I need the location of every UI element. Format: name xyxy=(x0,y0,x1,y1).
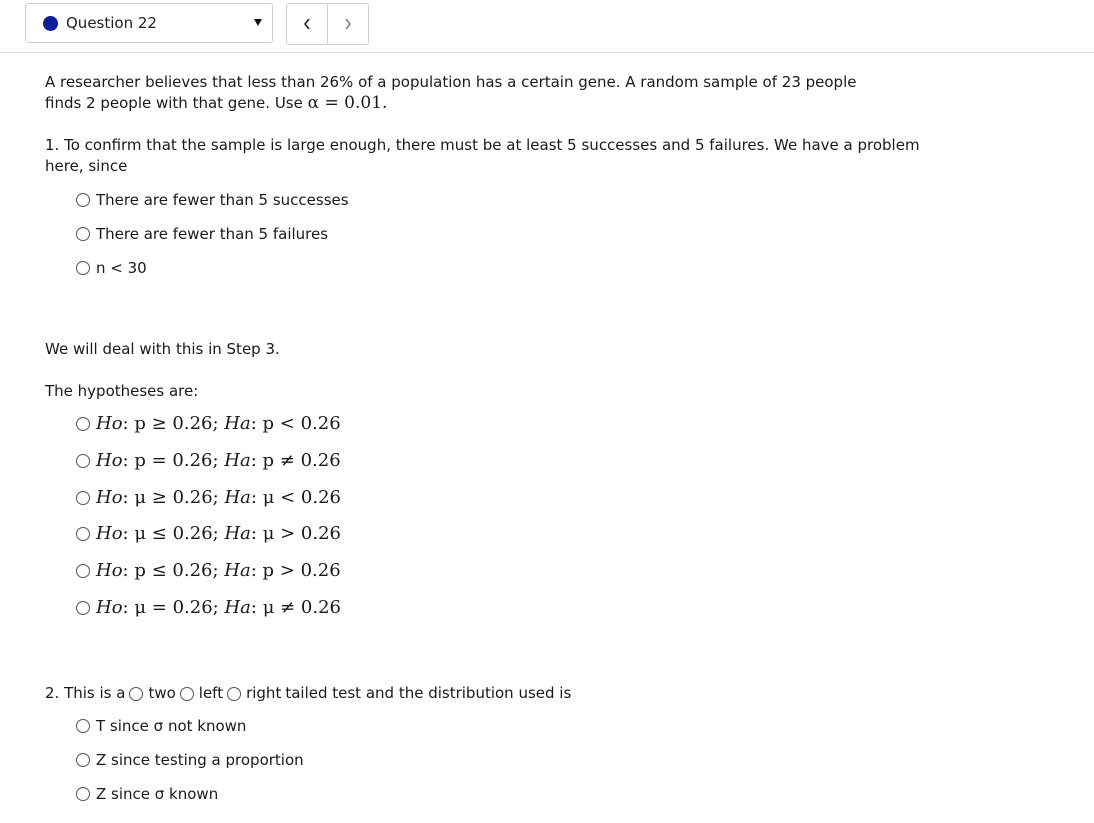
radio-button[interactable] xyxy=(76,719,90,733)
tail-option-right[interactable] xyxy=(223,683,281,704)
distribution-option-1[interactable] xyxy=(76,717,246,735)
radio-button[interactable] xyxy=(76,261,90,275)
problem-statement xyxy=(45,72,945,114)
question-nav-buttons xyxy=(286,3,369,45)
part1-option-3[interactable] xyxy=(76,259,147,277)
alt-hypothesis: μ > 0.26 xyxy=(262,523,341,544)
option-label: two xyxy=(148,684,176,702)
alt-hypothesis: μ < 0.26 xyxy=(262,487,341,508)
radio-button[interactable] xyxy=(129,687,143,701)
alt-label: Ha xyxy=(224,597,251,618)
null-hypothesis: μ = 0.26; xyxy=(134,597,219,618)
hypothesis-option-3[interactable]: Ho : μ ≥ 0.26; Ha : μ < 0.26 xyxy=(76,487,341,508)
null-hypothesis: p ≥ 0.26; xyxy=(134,413,219,434)
part1-prompt xyxy=(45,135,945,177)
radio-button[interactable] xyxy=(76,193,90,207)
null-label: Ho xyxy=(96,450,123,471)
null-label: Ho xyxy=(96,597,123,618)
problem-line-2-text: finds 2 people with that gene. Use xyxy=(45,94,308,112)
hypothesis-option-1[interactable]: Ho : p ≥ 0.26; Ha : p < 0.26 xyxy=(76,413,341,434)
null-label: Ho xyxy=(96,560,123,581)
null-label: Ho xyxy=(96,413,123,434)
option-label: left xyxy=(198,684,224,702)
problem-line-1: A researcher believes that less than 26% of a population has a certain gene. A random sample of 23 people xyxy=(45,73,857,91)
tail-option-two[interactable] xyxy=(125,683,175,704)
hypothesis-option-4[interactable]: Ho : μ ≤ 0.26; Ha : μ > 0.26 xyxy=(76,523,341,544)
alt-hypothesis: μ ≠ 0.26 xyxy=(262,597,341,618)
radio-button[interactable] xyxy=(76,564,90,578)
option-label: There are fewer than 5 failures xyxy=(96,225,329,243)
option-label: There are fewer than 5 successes xyxy=(96,191,349,209)
null-hypothesis: p ≤ 0.26; xyxy=(134,560,219,581)
question-label: Question 22 xyxy=(66,14,157,32)
option-label: right xyxy=(246,684,282,702)
radio-button[interactable] xyxy=(76,454,90,468)
radio-button[interactable] xyxy=(76,753,90,767)
hypothesis-option-5[interactable]: Ho : p ≤ 0.26; Ha : p > 0.26 xyxy=(76,560,341,581)
option-label: Z since σ known xyxy=(96,785,219,803)
hypotheses-prompt: The hypotheses are: xyxy=(45,382,199,400)
alt-label: Ha xyxy=(224,450,251,471)
null-hypothesis: μ ≤ 0.26; xyxy=(134,523,219,544)
distribution-option-3[interactable] xyxy=(76,785,218,803)
next-question-button[interactable] xyxy=(328,4,368,44)
part1-option-2[interactable] xyxy=(76,225,328,243)
null-label: Ho xyxy=(96,523,123,544)
alt-hypothesis: p > 0.26 xyxy=(262,560,341,581)
part2-suffix: tailed test and the distribution used is xyxy=(285,684,572,702)
alt-label: Ha xyxy=(224,523,251,544)
alt-label: Ha xyxy=(224,560,251,581)
distribution-option-2[interactable] xyxy=(76,751,304,769)
null-label: Ho xyxy=(96,487,123,508)
step3-note: We will deal with this in Step 3. xyxy=(45,340,280,358)
question-navigation-bar xyxy=(0,0,1094,53)
chevron-right-icon xyxy=(343,17,353,31)
radio-button[interactable] xyxy=(76,417,90,431)
question-selector-dropdown[interactable] xyxy=(25,3,273,43)
null-hypothesis: μ ≥ 0.26; xyxy=(134,487,219,508)
null-hypothesis: p = 0.26; xyxy=(134,450,219,471)
radio-button[interactable] xyxy=(76,787,90,801)
radio-button[interactable] xyxy=(180,687,194,701)
radio-button[interactable] xyxy=(76,527,90,541)
alpha-value: α = 0.01. xyxy=(307,93,388,113)
question-status-dot xyxy=(43,16,58,31)
alt-hypothesis: p ≠ 0.26 xyxy=(262,450,341,471)
alt-label: Ha xyxy=(224,487,251,508)
option-label: Z since testing a proportion xyxy=(96,751,304,769)
option-label: T since σ not known xyxy=(96,717,247,735)
part2-tail-question xyxy=(45,683,571,704)
caret-down-icon xyxy=(254,19,262,26)
problem-line-2 xyxy=(45,93,945,114)
radio-button[interactable] xyxy=(76,491,90,505)
chevron-left-icon xyxy=(302,17,312,31)
radio-button[interactable] xyxy=(227,687,241,701)
radio-button[interactable] xyxy=(76,601,90,615)
hypothesis-option-2[interactable]: Ho : p = 0.26; Ha : p ≠ 0.26 xyxy=(76,450,341,471)
hypothesis-option-6[interactable]: Ho : μ = 0.26; Ha : μ ≠ 0.26 xyxy=(76,597,341,618)
tail-option-left[interactable] xyxy=(176,683,223,704)
alt-hypothesis: p < 0.26 xyxy=(262,413,341,434)
part1-option-1[interactable] xyxy=(76,191,349,209)
radio-button[interactable] xyxy=(76,227,90,241)
alt-label: Ha xyxy=(224,413,251,434)
option-label: n < 30 xyxy=(96,259,147,277)
part1-prompt-text: 1. To confirm that the sample is large enough, there must be at least 5 successes and 5 failures. We have a problem here, since xyxy=(45,136,920,175)
part2-prefix: 2. This is a xyxy=(45,684,126,702)
previous-question-button[interactable] xyxy=(287,4,327,44)
